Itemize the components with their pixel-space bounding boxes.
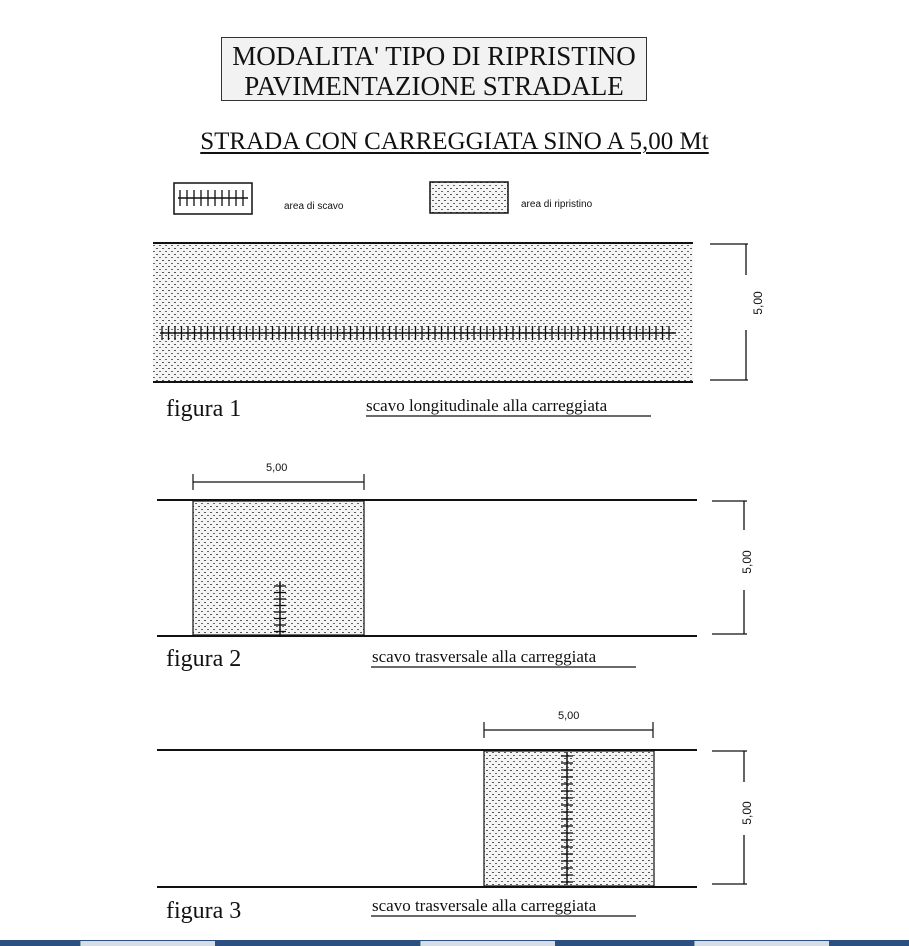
figure-1-label: figura 1 (166, 396, 242, 422)
figure-2-length-dimension: 5,00 (266, 462, 288, 474)
title-line-1: MODALITA' TIPO DI RIPRISTINO (232, 41, 636, 71)
figure-1-caption: scavo longitudinale alla carreggiata (366, 396, 608, 415)
figure-3-length-dimension: 5,00 (558, 710, 580, 722)
taskbar-button[interactable] (80, 941, 215, 946)
legend-scavo-label: area di scavo (284, 201, 344, 212)
figure-1-road (153, 243, 693, 382)
legend-scavo-symbol (174, 183, 252, 214)
subtitle: STRADA CON CARREGGIATA SINO A 5,00 Mt (200, 128, 709, 155)
taskbar-button[interactable] (420, 941, 555, 946)
figure-2-road (157, 500, 697, 636)
figure-3-caption: scavo trasversale alla carreggiata (372, 896, 597, 915)
legend-ripristino-label: area di ripristino (521, 199, 593, 210)
figure-3-label: figura 3 (166, 898, 242, 924)
legend-ripristino-symbol (430, 182, 508, 213)
figure-3-width-dimension: 5,00 (740, 801, 754, 825)
figure-2-width-dimension: 5,00 (740, 550, 754, 574)
figure-2-label: figura 2 (166, 646, 242, 672)
figure-1-dimension (710, 244, 748, 380)
figure-2-caption: scavo trasversale alla carreggiata (372, 647, 597, 666)
title-line-2: PAVIMENTAZIONE STRADALE (244, 71, 624, 101)
figure-3-road (157, 750, 697, 887)
taskbar-button[interactable] (694, 941, 829, 946)
figure-1-width-dimension: 5,00 (751, 291, 765, 315)
